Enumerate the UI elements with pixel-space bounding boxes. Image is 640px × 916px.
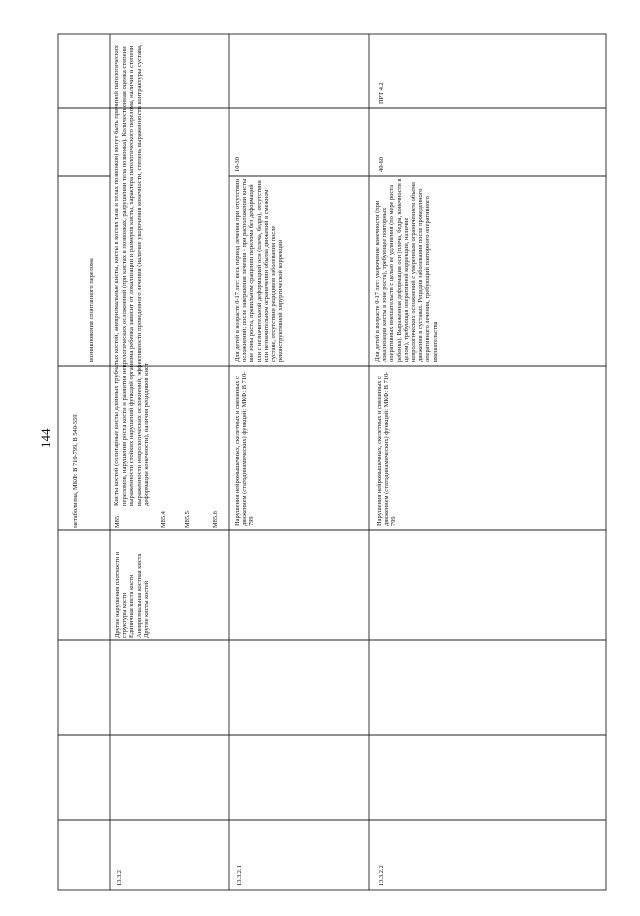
section-13-3-2-code-4 — [212, 508, 224, 528]
code-item: М85.4 — [160, 511, 167, 528]
page-number: 144 — [38, 428, 53, 448]
disease-item: Единичная киста кости — [128, 574, 136, 638]
code-item: М85 — [114, 515, 121, 528]
section-13-3-2-number: 13.3.2 — [116, 870, 123, 886]
section-13-3-2-2-number: 13.3.2.2 — [378, 865, 385, 886]
disease-item: Другие нарушения плотности и структуры кости — [114, 551, 129, 638]
section-13-3-2-1-number: 13.3.2.1 — [236, 865, 243, 886]
section-13-3-2-1-criteria: Для детей в возрасте 0-17 лет: весь период лечения при отсутствии осложнений; после завершения лечения - при расположении кисты вне зоны роста, правильном сращении перелома без деформаций или с незначительной деформацией оси (плеча, бедра), отсутствии или незначительном ограничении объема движений в смежном суставе, отсутствии рецидивов заболевания после реконструктивной хирургической коррекции — [234, 178, 285, 362]
code-item: М85.5 — [184, 511, 191, 528]
header-mkf-cell: метаболизма, МКФ: В 710-799, В 540-559 — [72, 414, 79, 528]
section-13-3-2-code-2 — [160, 508, 172, 528]
disease-item: Аневризмальная костная киста — [135, 553, 143, 638]
section-13-3-2-2-function: Нарушения нейромышечных, скелетных и связанных с движением (статодинамических) функций: МКФ: В 710-799 — [376, 371, 398, 526]
section-13-3-2-code-3 — [184, 508, 196, 528]
section-13-3-2-2-criteria: Для детей в возрасте 0-17 лет: укорочение конечности (при локализации кисты в зоне роста), требующее повторных оперативных вмешательств с целью ее удлинения (по мере роста ребенка). Выраженная деформация оси (плеча, бедра, конечности в целом), требующая оперативной коррекции, наличие неврологических осложнений с умеренным ограничением объема движения в суставах. Рецидив заболевания после проведенного оперативного лечения, требующий повторного оперативного вмешательства — [374, 178, 439, 362]
section-13-3-2-2-note: ПРТ 4.2 — [378, 82, 385, 104]
section-13-3-2-2-percent: 40-60 — [378, 157, 385, 172]
section-13-3-2-diseases — [114, 530, 224, 638]
disease-item: Другие кисты костей — [142, 580, 150, 638]
section-13-3-2-1-function: Нарушения нейромышечных, скелетных и связанных с движением (статодинамических) функций: МКФ: В 710-799 — [234, 371, 256, 526]
header-situation-cell: возникновения спонтанного перелома — [88, 258, 95, 362]
section-13-3-2-description: Кисты костей (солитарные кисты длинных трубчатых костей, аневризмальные кисты, кисты в костях таза и телах позвонков) могут быть причиной патологических переломов, нарушения роста кости и развития неврологических осложнений (при кистах в позвонках, разрушении тела позвонка). Количественная оценка степени выраженности стойких нарушений функций организма ребенка зависит от локализации и размеров кисты, характера патологического перелома, наличия и степени выраженности неврологических осложнений, эффективности проведенного лечения (наличие укорочения конечности, степень выраженности контрактуры сустава, деформации конечности), наличия рецидивов кист — [113, 44, 150, 506]
section-13-3-2-1-percent: 10-30 — [234, 157, 241, 172]
code-item: М85.6 — [212, 511, 219, 528]
